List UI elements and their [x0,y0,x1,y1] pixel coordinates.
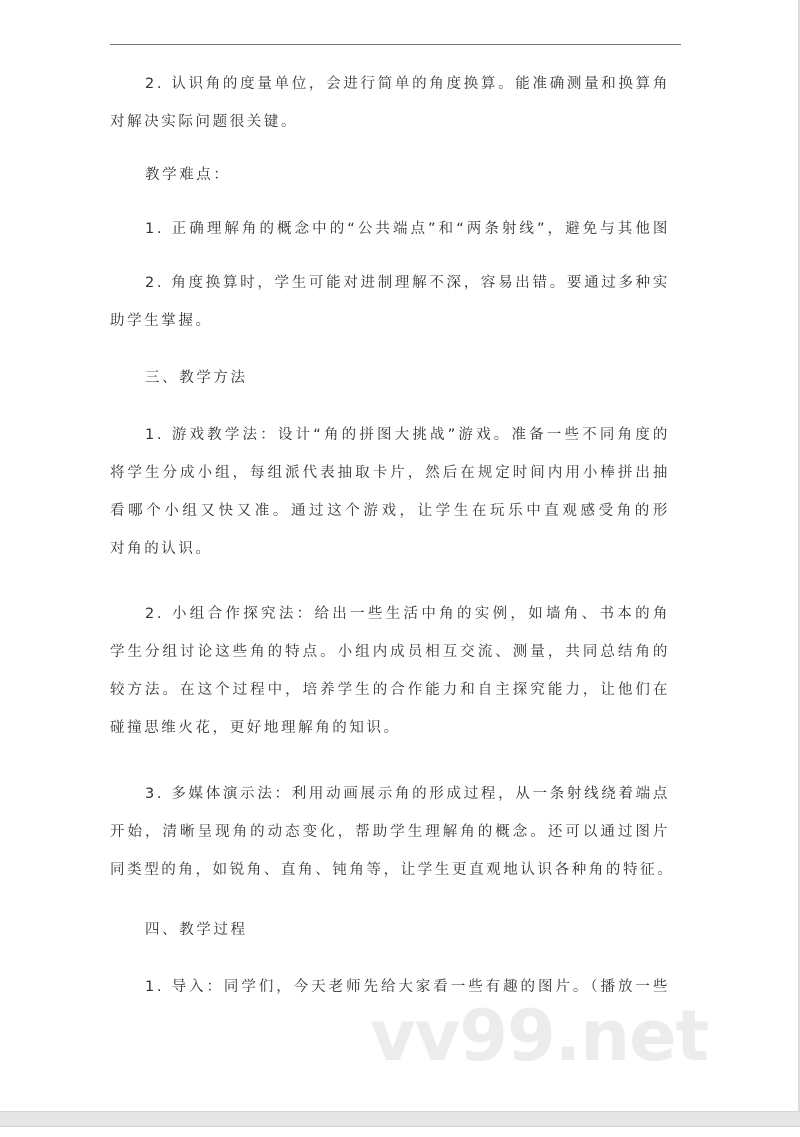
paragraph-line: 学生分组讨论这些角的特点。小组内成员相互交流、测量，共同总结角的 [110,644,670,660]
paragraph-line: 2. 角度换算时，学生可能对进制理解不深，容易出错。要通过多种实 [145,275,670,291]
paragraph-line: 3. 多媒体演示法：利用动画展示角的形成过程，从一条射线绕着端点 [145,786,670,802]
section-heading: 三、教学方法 [145,370,248,386]
paragraph-line: 1. 导入：同学们，今天老师先给大家看一些有趣的图片。（播放一些 [145,979,670,995]
paragraph-line: 2. 小组合作探究法：给出一些生活中角的实例，如墙角、书本的角 [145,606,670,622]
watermark: vv99.net [370,995,709,1077]
paragraph-line: 将学生分成小组，每组派代表抽取卡片，然后在规定时间内用小棒拼出抽 [110,465,670,481]
paragraph-line: 对角的认识。 [110,541,213,557]
section-heading: 四、教学过程 [145,922,248,938]
header-rule [110,44,681,45]
paragraph-line: 2. 认识角的度量单位，会进行简单的角度换算。能准确测量和换算角 [145,76,670,92]
paragraph-line: 1. 游戏教学法：设计“角的拼图大挑战”游戏。准备一些不同角度的 [145,427,670,443]
paragraph-line: 同类型的角，如锐角、直角、钝角等，让学生更直观地认识各种角的特征。 [110,862,675,878]
paragraph-line: 开始，清晰呈现角的动态变化，帮助学生理解角的概念。还可以通过图片 [110,824,670,840]
paragraph-line: 看哪个小组又快又准。通过这个游戏，让学生在玩乐中直观感受角的形 [110,503,670,519]
paragraph-line: 碰撞思维火花，更好地理解角的知识。 [110,720,401,736]
paragraph-line: 助学生掌握。 [110,313,213,329]
paragraph-line: 较方法。在这个过程中，培养学生的合作能力和自主探究能力，让他们在 [110,682,670,698]
paragraph-line: 对解决实际问题很关键。 [110,114,299,130]
paragraph-line: 1. 正确理解角的概念中的“公共端点”和“两条射线”，避免与其他图 [145,221,670,237]
page-separator [0,1111,800,1127]
section-heading: 教学难点： [145,167,231,183]
